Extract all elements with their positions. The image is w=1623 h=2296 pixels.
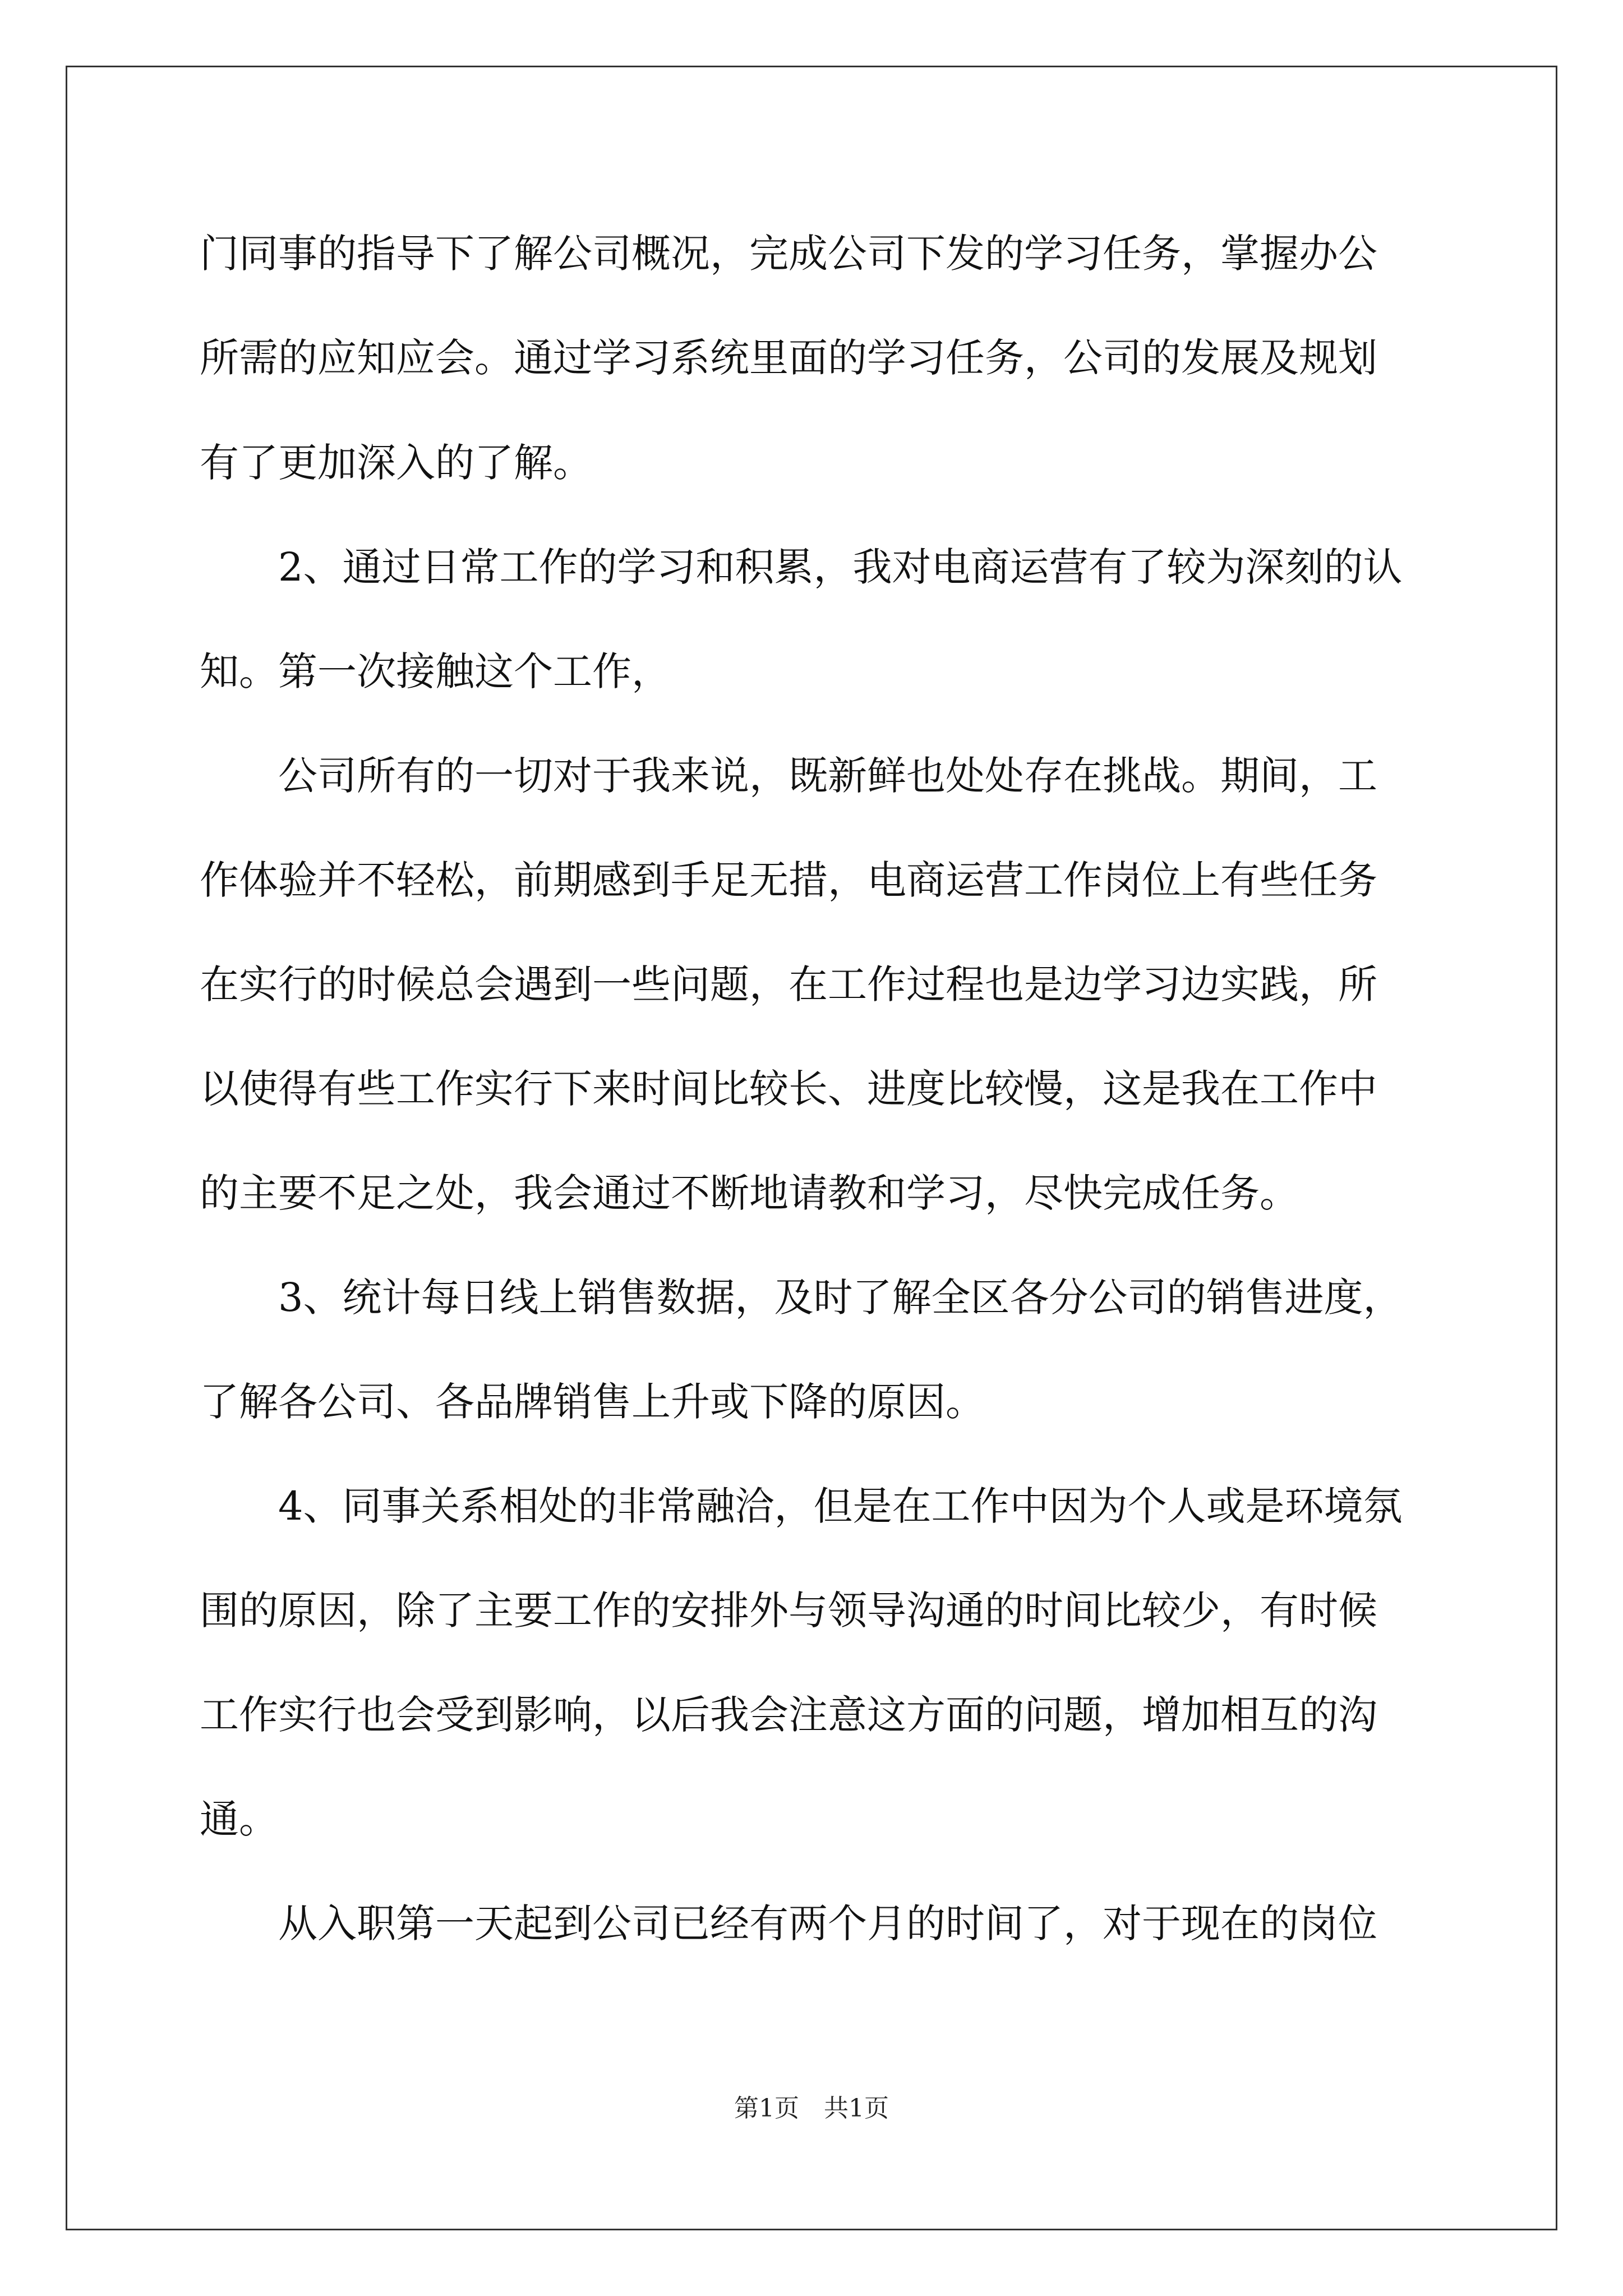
text-line: 从入职第一天起到公司已经有两个月的时间了，对于现在的岗位 bbox=[200, 1901, 1377, 1947]
text-line: 以使得有些工作实行下来时间比较长、进度比较慢，这是我在工作中 bbox=[200, 1066, 1377, 1112]
text-line: 围的原因，除了主要工作的安排外与领导沟通的时间比较少，有时候 bbox=[200, 1588, 1377, 1634]
text-line: 有了更加深入的了解。 bbox=[200, 440, 592, 486]
text-line: 公司所有的一切对于我来说，既新鲜也处处存在挑战。期间，工 bbox=[200, 753, 1377, 799]
text-line: 3、统计每日线上销售数据，及时了解全区各分公司的销售进度， bbox=[200, 1274, 1403, 1320]
text-line: 所需的应知应会。通过学习系统里面的学习任务，公司的发展及规划 bbox=[200, 335, 1377, 381]
text-line: 4、同事关系相处的非常融洽，但是在工作中因为个人或是环境氛 bbox=[200, 1483, 1403, 1529]
text-line: 通。 bbox=[200, 1796, 278, 1842]
text-line: 在实行的时候总会遇到一些问题，在工作过程也是边学习边实践，所 bbox=[200, 961, 1377, 1007]
text-line: 的主要不足之处，我会通过不断地请教和学习，尽快完成任务。 bbox=[200, 1170, 1299, 1216]
text-line: 工作实行也会受到影响，以后我会注意这方面的问题，增加相互的沟 bbox=[200, 1692, 1377, 1738]
text-line: 门同事的指导下了解公司概况，完成公司下发的学习任务，掌握办公 bbox=[200, 231, 1377, 277]
text-line: 知。第一次接触这个工作， bbox=[200, 648, 671, 694]
text-line: 作体验并不轻松，前期感到手足无措，电商运营工作岗位上有些任务 bbox=[200, 857, 1377, 903]
text-line: 2、通过日常工作的学习和积累，我对电商运营有了较为深刻的认 bbox=[200, 544, 1403, 590]
text-line: 了解各公司、各品牌销售上升或下降的原因。 bbox=[200, 1379, 985, 1425]
page-number-footer: 第1页 共1页 bbox=[734, 2094, 889, 2123]
